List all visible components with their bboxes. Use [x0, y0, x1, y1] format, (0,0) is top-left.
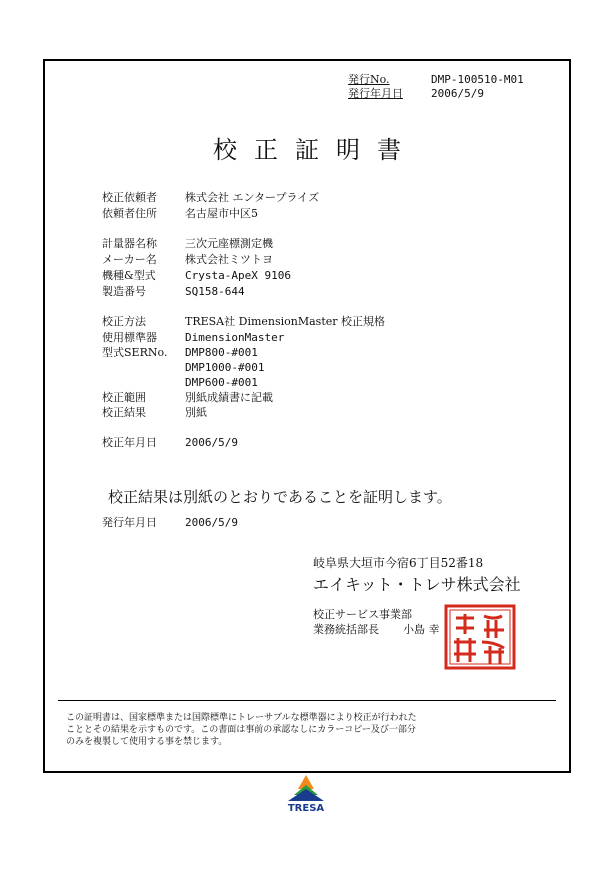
requester-value: 株式会社 エンタープライズ	[185, 191, 320, 204]
range-value: 別紙成績書に記載	[185, 391, 273, 404]
issue-no-value: DMP-100510-M01	[431, 73, 524, 86]
method-value: TRESA社 DimensionMaster 校正規格	[185, 315, 386, 328]
model-value: Crysta-ApeX 9106	[185, 269, 291, 282]
header-issue-date-value: 2006/5/9	[431, 87, 484, 100]
footnote-line: この証明書は、国家標準または国際標準にトレーサブルな標準器により校正が行われた	[66, 713, 417, 723]
maker-label: メーカー名	[102, 253, 157, 266]
footnote-divider	[58, 700, 556, 701]
issuer-person: 小島 幸	[403, 623, 440, 636]
calibration-date-label: 校正年月日	[102, 436, 157, 449]
address-label: 依頼者住所	[102, 207, 157, 220]
standard-value: DimensionMaster	[185, 331, 285, 344]
tresa-logo-text: TRESA	[287, 803, 325, 814]
page-title: 校正証明書	[213, 136, 418, 164]
serno-value: DMP1000-#001	[185, 361, 265, 374]
issue-date-label: 発行年月日	[102, 516, 157, 529]
serno-value: DMP600-#001	[185, 376, 258, 389]
requester-label: 校正依頼者	[102, 191, 157, 204]
instrument-name-label: 計量器名称	[102, 237, 157, 250]
issuer-position: 業務統括部長	[313, 623, 379, 636]
method-label: 校正方法	[102, 315, 146, 328]
company-seal-icon	[444, 604, 516, 670]
footnote-line: のみを複製して使用する事を禁じます。	[66, 737, 228, 747]
address-value: 名古屋市中区5	[185, 207, 258, 220]
instrument-name-value: 三次元座標測定機	[185, 237, 273, 250]
serno-label: 型式SERNo.	[102, 346, 168, 359]
calibration-date-value: 2006/5/9	[185, 436, 238, 449]
tresa-logo-icon	[284, 773, 328, 803]
result-value: 別紙	[185, 406, 207, 419]
serial-value: SQ158-644	[185, 285, 245, 298]
footnote-line: こととその結果を示すものです。この書面は事前の承認なしにカラーコピー及び一部分	[66, 725, 416, 735]
serno-value: DMP800-#001	[185, 346, 258, 359]
result-label: 校正結果	[102, 406, 146, 419]
issue-date-value: 2006/5/9	[185, 516, 238, 529]
maker-value: 株式会社ミツトヨ	[185, 253, 273, 266]
issuer-address: 岐阜県大垣市今宿6丁目52番18	[313, 556, 484, 570]
standard-label: 使用標準器	[102, 331, 157, 344]
issuer-company: エイキット・トレサ株式会社	[313, 575, 521, 594]
issuer-department: 校正サービス事業部	[313, 608, 412, 621]
certification-statement: 校正結果は別紙のとおりであることを証明します。	[108, 488, 452, 506]
footnote	[66, 712, 417, 748]
range-label: 校正範囲	[102, 391, 146, 404]
model-label: 機種&型式	[102, 269, 156, 282]
issue-no-label: 発行No.	[348, 73, 390, 86]
serial-label: 製造番号	[102, 285, 146, 298]
header-issue-date-label: 発行年月日	[348, 87, 403, 100]
